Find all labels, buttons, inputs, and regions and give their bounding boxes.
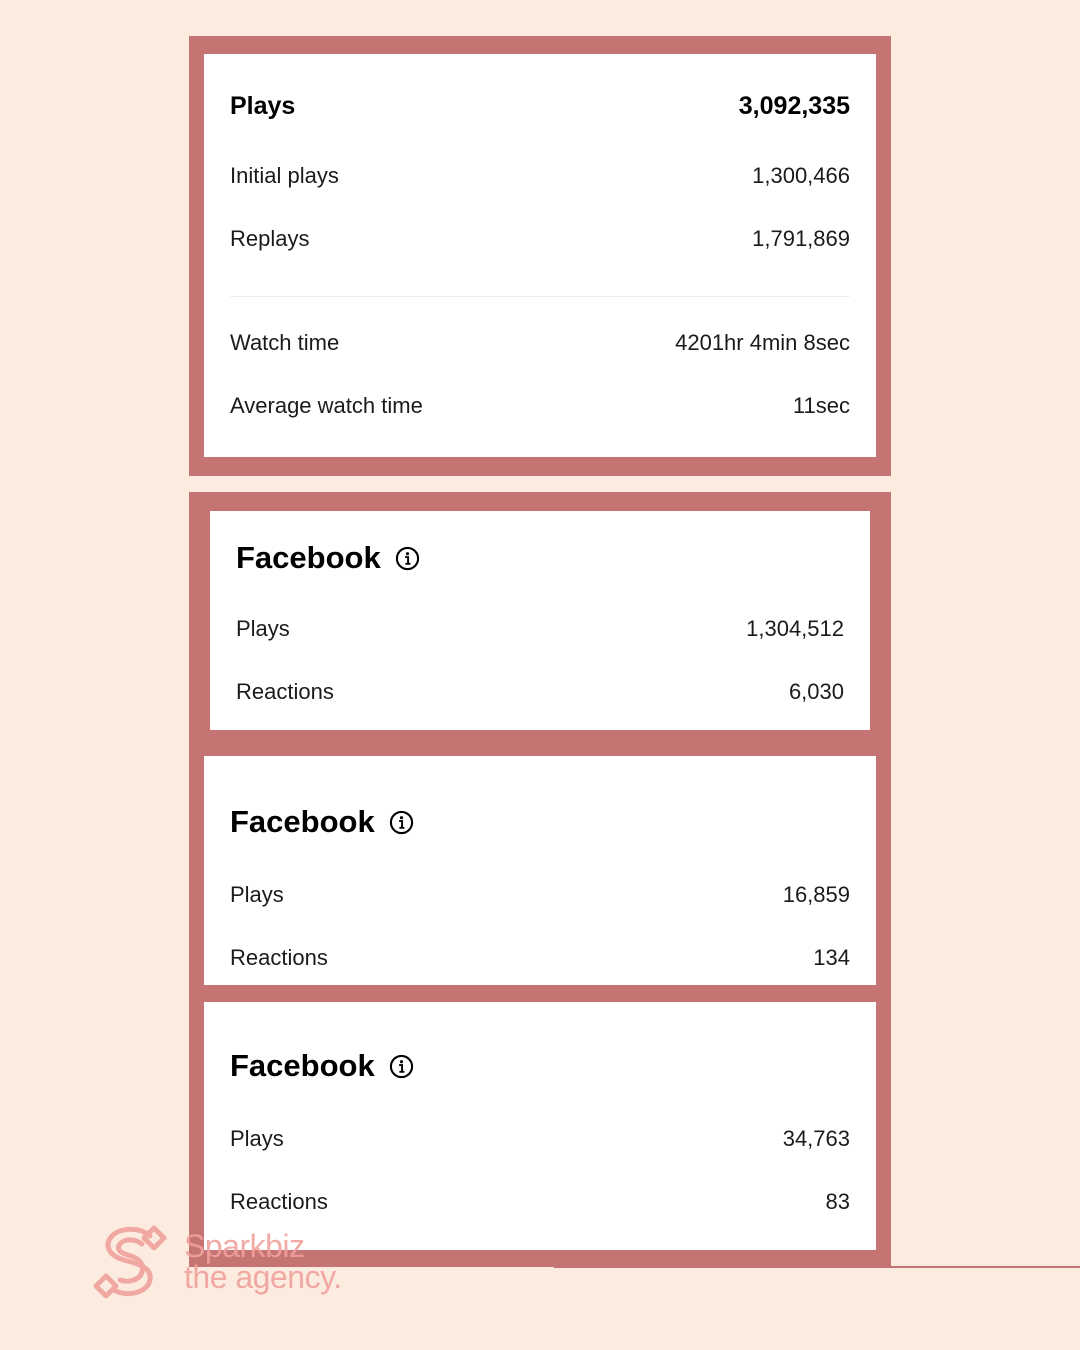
summary-divider bbox=[230, 296, 850, 297]
post-2-plays-value: 16,859 bbox=[782, 882, 850, 907]
replays-row bbox=[230, 224, 850, 254]
total-plays-row bbox=[230, 90, 850, 122]
avg-watch-time-label: Average watch time bbox=[230, 393, 423, 418]
brand-tagline: the agency. bbox=[184, 1259, 342, 1295]
watch-time-value: 4201hr 4min 8sec bbox=[675, 330, 850, 355]
post-2-plays-row bbox=[230, 880, 850, 910]
total-plays-value: 3,092,335 bbox=[738, 91, 850, 120]
post-3-reactions-value: 83 bbox=[825, 1189, 850, 1214]
initial-plays-value: 1,300,466 bbox=[752, 163, 850, 188]
avg-watch-time-value: 11sec bbox=[792, 393, 850, 418]
post-3-reactions-row bbox=[230, 1187, 850, 1217]
brand-name: Sparkbiz bbox=[184, 1228, 305, 1264]
post-card-1 bbox=[210, 511, 870, 730]
replays-label: Replays bbox=[230, 226, 310, 251]
sparkbiz-logo-icon bbox=[92, 1222, 172, 1302]
brand-watermark bbox=[92, 1222, 342, 1302]
post-1-plays-label: Plays bbox=[236, 616, 290, 641]
info-icon[interactable] bbox=[389, 1054, 414, 1079]
post-3-title: Facebook bbox=[230, 1048, 375, 1083]
brand-text bbox=[184, 1228, 342, 1295]
post-3-plays-row bbox=[230, 1124, 850, 1154]
post-3-reactions-label: Reactions bbox=[230, 1189, 328, 1214]
avg-watch-time-row bbox=[230, 391, 850, 421]
post-2-plays-label: Plays bbox=[230, 882, 284, 907]
replays-value: 1,791,869 bbox=[752, 226, 850, 251]
post-2-reactions-row bbox=[230, 943, 850, 973]
post-3-plays-label: Plays bbox=[230, 1126, 284, 1151]
info-icon[interactable] bbox=[395, 546, 420, 571]
watch-time-label: Watch time bbox=[230, 330, 340, 355]
post-card-2 bbox=[204, 756, 876, 985]
info-icon[interactable] bbox=[389, 810, 414, 835]
post-1-title: Facebook bbox=[236, 540, 381, 575]
post-card-3 bbox=[204, 1002, 876, 1250]
total-plays-label: Plays bbox=[230, 91, 296, 120]
watch-time-row bbox=[230, 328, 850, 358]
post-3-plays-value: 34,763 bbox=[782, 1126, 850, 1151]
post-1-reactions-label: Reactions bbox=[236, 679, 334, 704]
post-2-reactions-value: 134 bbox=[813, 945, 850, 970]
summary-card bbox=[204, 54, 876, 457]
post-1-reactions-value: 6,030 bbox=[788, 679, 844, 704]
initial-plays-row bbox=[230, 161, 850, 191]
post-2-title: Facebook bbox=[230, 804, 375, 839]
post-2-header bbox=[230, 804, 414, 840]
post-2-reactions-label: Reactions bbox=[230, 945, 328, 970]
decorative-line bbox=[554, 1266, 1080, 1268]
initial-plays-label: Initial plays bbox=[230, 163, 339, 188]
post-1-plays-row bbox=[236, 614, 844, 644]
post-1-header bbox=[236, 540, 420, 576]
post-3-header bbox=[230, 1048, 414, 1084]
post-1-reactions-row bbox=[236, 677, 844, 707]
post-1-plays-value: 1,304,512 bbox=[746, 616, 844, 641]
